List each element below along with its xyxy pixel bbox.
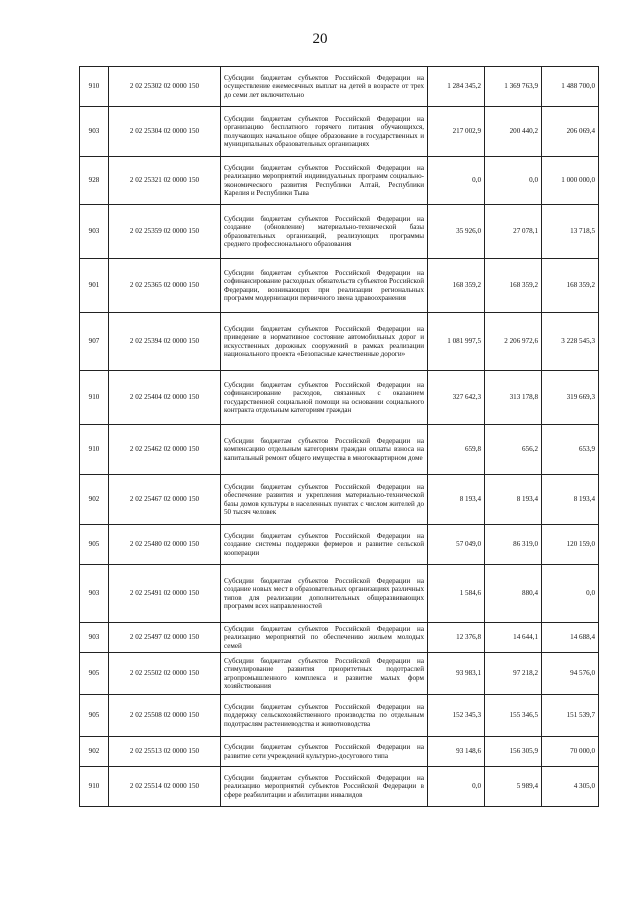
admin-code-cell: 910	[80, 67, 109, 107]
description-cell: Субсидии бюджетам субъектов Российской Федерации на создание системы поддержки фермеров и развитие сельской кооперации	[221, 525, 428, 565]
amount-year2-cell: 8 193,4	[485, 475, 542, 525]
admin-code-cell: 910	[80, 425, 109, 475]
admin-code-cell: 902	[80, 475, 109, 525]
table-row	[80, 695, 599, 737]
amount-year2-cell: 1 369 763,9	[485, 67, 542, 107]
amount-year2-cell: 0,0	[485, 157, 542, 205]
budget-code-cell: 2 02 25497 02 0000 150	[109, 623, 221, 653]
admin-code-cell: 903	[80, 107, 109, 157]
description-cell: Субсидии бюджетам субъектов Российской Федерации на компенсацию отдельным категориям граждан оплаты взноса на капитальный ремонт общего имущества в многоквартирном доме	[221, 425, 428, 475]
budget-code-cell: 2 02 25508 02 0000 150	[109, 695, 221, 737]
amount-year1-cell: 93 148,6	[428, 737, 485, 767]
amount-year1-cell: 12 376,8	[428, 623, 485, 653]
amount-year3-cell: 0,0	[542, 565, 599, 623]
budget-code-cell: 2 02 25502 02 0000 150	[109, 653, 221, 695]
amount-year1-cell: 35 926,0	[428, 205, 485, 259]
admin-code-cell: 903	[80, 623, 109, 653]
amount-year1-cell: 659,8	[428, 425, 485, 475]
table-row	[80, 565, 599, 623]
admin-code-cell: 902	[80, 737, 109, 767]
description-cell: Субсидии бюджетам субъектов Российской Федерации на создание (обновление) материально-технической базы образовательных организаций, реализующих программы среднего профессионального образования	[221, 205, 428, 259]
table-row	[80, 313, 599, 371]
budget-code-cell: 2 02 25359 02 0000 150	[109, 205, 221, 259]
budget-code-cell: 2 02 25462 02 0000 150	[109, 425, 221, 475]
amount-year1-cell: 168 359,2	[428, 259, 485, 313]
amount-year3-cell: 1 000 000,0	[542, 157, 599, 205]
description-cell: Субсидии бюджетам субъектов Российской Федерации на стимулирование развития приоритетных подотраслей агропромышленного комплекса и развитие малых форм хозяйствования	[221, 653, 428, 695]
admin-code-cell: 928	[80, 157, 109, 205]
table-row	[80, 623, 599, 653]
budget-code-cell: 2 02 25304 02 0000 150	[109, 107, 221, 157]
amount-year1-cell: 1 284 345,2	[428, 67, 485, 107]
amount-year3-cell: 3 228 545,3	[542, 313, 599, 371]
amount-year2-cell: 97 218,2	[485, 653, 542, 695]
amount-year3-cell: 14 688,4	[542, 623, 599, 653]
table-row	[80, 525, 599, 565]
description-cell: Субсидии бюджетам субъектов Российской Федерации на софинансирование расходных обязательств субъектов Российской Федерации, возникающих при реализации региональных программ модернизации первичного звена здравоохранения	[221, 259, 428, 313]
amount-year2-cell: 880,4	[485, 565, 542, 623]
admin-code-cell: 905	[80, 653, 109, 695]
amount-year1-cell: 1 584,6	[428, 565, 485, 623]
amount-year2-cell: 27 078,1	[485, 205, 542, 259]
admin-code-cell: 910	[80, 767, 109, 807]
amount-year2-cell: 656,2	[485, 425, 542, 475]
amount-year2-cell: 86 319,0	[485, 525, 542, 565]
description-cell: Субсидии бюджетам субъектов Российской Федерации на реализацию мероприятий по обеспечению жильем молодых семей	[221, 623, 428, 653]
amount-year1-cell: 0,0	[428, 157, 485, 205]
amount-year1-cell: 1 081 997,5	[428, 313, 485, 371]
amount-year2-cell: 5 989,4	[485, 767, 542, 807]
table-row	[80, 205, 599, 259]
description-cell: Субсидии бюджетам субъектов Российской Федерации на софинансирование расходов, связанных с оказанием государственной социальной помощи на основании социального контракта отдельным категориям граждан	[221, 371, 428, 425]
amount-year2-cell: 168 359,2	[485, 259, 542, 313]
table-row	[80, 157, 599, 205]
amount-year3-cell: 8 193,4	[542, 475, 599, 525]
amount-year2-cell: 155 346,5	[485, 695, 542, 737]
table-row	[80, 767, 599, 807]
table-row	[80, 107, 599, 157]
amount-year2-cell: 200 440,2	[485, 107, 542, 157]
description-cell: Субсидии бюджетам субъектов Российской Федерации на создание новых мест в образовательных организациях различных типов для реализации дополнительных общеразвивающих программ всех направленностей	[221, 565, 428, 623]
description-cell: Субсидии бюджетам субъектов Российской Федерации на реализацию мероприятий субъектов Российской Федерации в сфере реабилитации и абилитации инвалидов	[221, 767, 428, 807]
amount-year3-cell: 206 069,4	[542, 107, 599, 157]
admin-code-cell: 901	[80, 259, 109, 313]
amount-year1-cell: 0,0	[428, 767, 485, 807]
budget-code-cell: 2 02 25513 02 0000 150	[109, 737, 221, 767]
admin-code-cell: 903	[80, 205, 109, 259]
budget-code-cell: 2 02 25321 02 0000 150	[109, 157, 221, 205]
amount-year2-cell: 313 178,8	[485, 371, 542, 425]
amount-year1-cell: 327 642,3	[428, 371, 485, 425]
amount-year2-cell: 156 305,9	[485, 737, 542, 767]
amount-year3-cell: 4 305,0	[542, 767, 599, 807]
amount-year1-cell: 217 002,9	[428, 107, 485, 157]
amount-year3-cell: 151 539,7	[542, 695, 599, 737]
table-row	[80, 737, 599, 767]
amount-year1-cell: 152 345,3	[428, 695, 485, 737]
amount-year1-cell: 8 193,4	[428, 475, 485, 525]
description-cell: Субсидии бюджетам субъектов Российской Федерации на организацию бесплатного горячего питания обучающихся, получающих начальное общее образование в государственных и муниципальных образовательных организациях	[221, 107, 428, 157]
budget-revenue-table	[79, 66, 599, 807]
description-cell: Субсидии бюджетам субъектов Российской Федерации на поддержку сельскохозяйственного производства по отдельным подотраслям растениеводства и животноводства	[221, 695, 428, 737]
admin-code-cell: 910	[80, 371, 109, 425]
table-row	[80, 67, 599, 107]
amount-year3-cell: 653,9	[542, 425, 599, 475]
description-cell: Субсидии бюджетам субъектов Российской Федерации на развитие сети учреждений культурно-досугового типа	[221, 737, 428, 767]
page-number: 20	[312, 31, 328, 47]
table-row	[80, 425, 599, 475]
budget-code-cell: 2 02 25514 02 0000 150	[109, 767, 221, 807]
budget-code-cell: 2 02 25480 02 0000 150	[109, 525, 221, 565]
amount-year1-cell: 93 983,1	[428, 653, 485, 695]
amount-year3-cell: 70 000,0	[542, 737, 599, 767]
description-cell: Субсидии бюджетам субъектов Российской Федерации на осуществление ежемесячных выплат на детей в возрасте от трех до семи лет включительно	[221, 67, 428, 107]
admin-code-cell: 905	[80, 525, 109, 565]
amount-year3-cell: 319 669,3	[542, 371, 599, 425]
amount-year2-cell: 14 644,1	[485, 623, 542, 653]
amount-year3-cell: 13 718,5	[542, 205, 599, 259]
table-row	[80, 371, 599, 425]
admin-code-cell: 907	[80, 313, 109, 371]
amount-year3-cell: 120 159,0	[542, 525, 599, 565]
budget-code-cell: 2 02 25302 02 0000 150	[109, 67, 221, 107]
amount-year3-cell: 168 359,2	[542, 259, 599, 313]
table-row	[80, 259, 599, 313]
amount-year2-cell: 2 206 972,6	[485, 313, 542, 371]
budget-code-cell: 2 02 25404 02 0000 150	[109, 371, 221, 425]
admin-code-cell: 905	[80, 695, 109, 737]
budget-code-cell: 2 02 25365 02 0000 150	[109, 259, 221, 313]
budget-code-cell: 2 02 25394 02 0000 150	[109, 313, 221, 371]
amount-year3-cell: 1 488 700,0	[542, 67, 599, 107]
description-cell: Субсидии бюджетам субъектов Российской Федерации на реализацию мероприятий индивидуальных программ социально-экономического развития Республики Алтай, Республики Карелия и Республики Тыва	[221, 157, 428, 205]
table-row	[80, 653, 599, 695]
description-cell: Субсидии бюджетам субъектов Российской Федерации на приведение в нормативное состояние автомобильных дорог и искусственных дорожных сооружений в рамках реализации национального проекта «Безопасные качественные дороги»	[221, 313, 428, 371]
amount-year3-cell: 94 576,0	[542, 653, 599, 695]
budget-code-cell: 2 02 25491 02 0000 150	[109, 565, 221, 623]
description-cell: Субсидии бюджетам субъектов Российской Федерации на обеспечение развития и укрепления материально-технической базы домов культуры в населенных пунктах с числом жителей до 50 тысяч человек	[221, 475, 428, 525]
budget-code-cell: 2 02 25467 02 0000 150	[109, 475, 221, 525]
admin-code-cell: 903	[80, 565, 109, 623]
table-row	[80, 475, 599, 525]
amount-year1-cell: 57 049,0	[428, 525, 485, 565]
